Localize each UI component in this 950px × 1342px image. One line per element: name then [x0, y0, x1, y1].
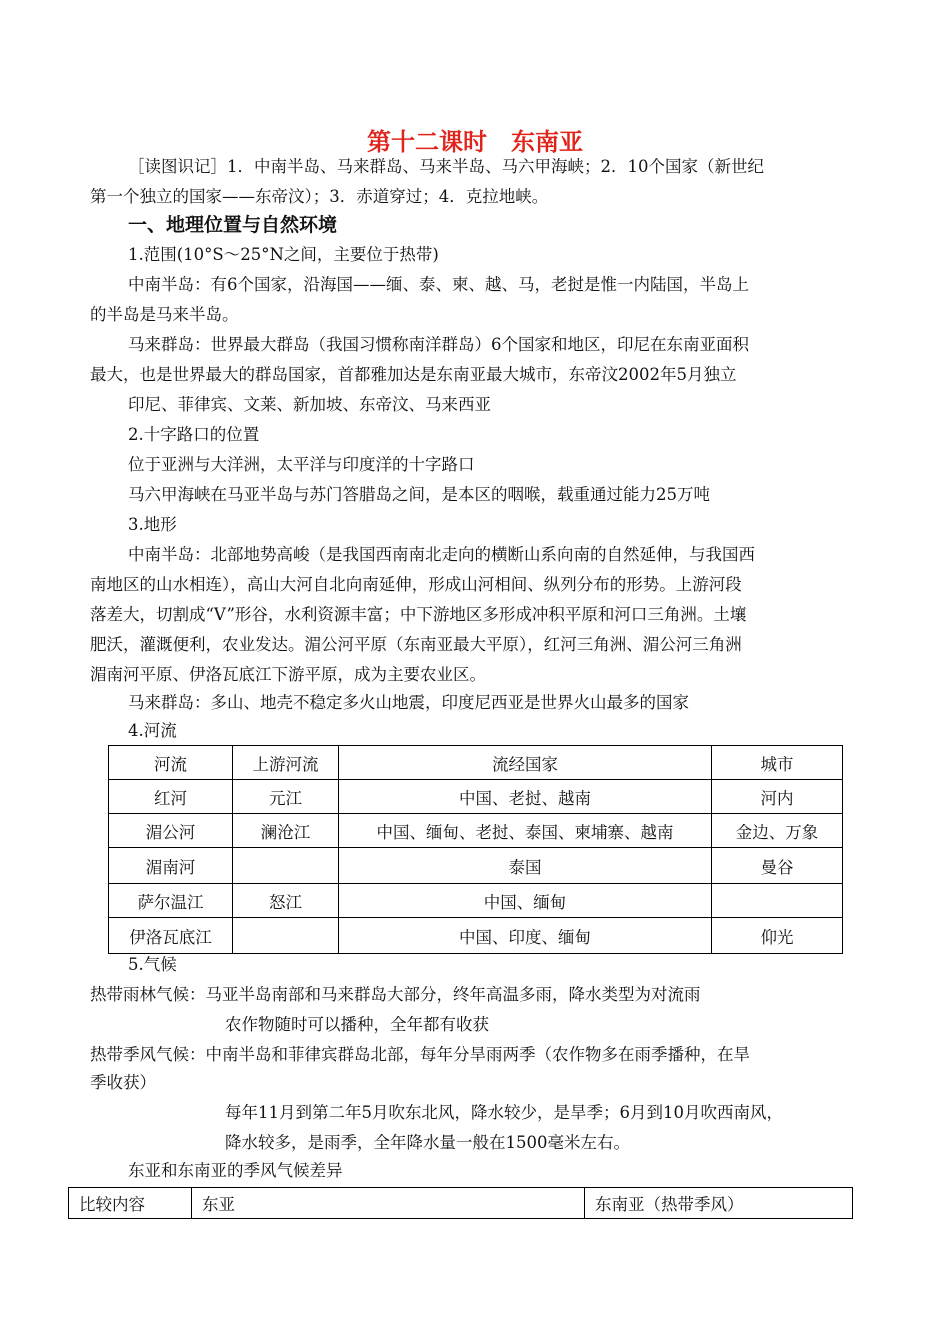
intro-line-2: 第一个独立的国家——东帝汶）；3．赤道穿过；4．克拉地峡。 [90, 187, 549, 206]
table-header-cell: 东亚 [192, 1188, 585, 1219]
section-heading: 一、地理位置与自然环境 [128, 214, 338, 236]
table-cell: 红河 [109, 780, 233, 814]
paragraph: 落差大，切割成“V”形谷，水利资源丰富；中下游地区多形成冲积平原和河口三角洲。土壤 [90, 605, 747, 624]
table-cell: 怒江 [233, 884, 339, 918]
paragraph: 马来群岛：多山、地壳不稳定多火山地震，印度尼西亚是世界火山最多的国家 [128, 693, 689, 712]
table-cell: 伊洛瓦底江 [109, 918, 233, 954]
table-header-cell: 上游河流 [233, 746, 339, 780]
table-cell: 中国、印度、缅甸 [339, 918, 712, 954]
paragraph: 肥沃，灌溉便利，农业发达。湄公河平原（东南亚最大平原），红河三角洲、湄公河三角洲 [90, 635, 742, 654]
intro-line-1: ［读图识记］1．中南半岛、马来群岛、马来半岛、马六甲海峡；2．10个国家（新世纪 [128, 157, 764, 176]
subheading: 2.十字路口的位置 [128, 425, 260, 444]
table-header-row [69, 1188, 853, 1219]
table-cell [233, 918, 339, 954]
paragraph: 热带雨林气候：马亚半岛南部和马来群岛大部分，终年高温多雨，降水类型为对流雨 [90, 985, 701, 1004]
table-row [109, 780, 843, 814]
paragraph: 季收获） [90, 1073, 156, 1092]
paragraph: 农作物随时可以播种，全年都有收获 [225, 1015, 489, 1034]
table-header-row [109, 746, 843, 780]
paragraph: 中南半岛：有6个国家，沿海国——缅、泰、柬、越、马，老挝是惟一内陆国，半岛上 [128, 275, 749, 294]
range-heading: 1.范围(10°S～25°N之间，主要位于热带) [128, 245, 439, 264]
paragraph: 南地区的山水相连），高山大河自北向南延伸，形成山河相间、纵列分布的形势。上游河段 [90, 575, 742, 594]
table-row [109, 884, 843, 918]
table-cell: 中国、缅甸、老挝、泰国、柬埔寨、越南 [339, 814, 712, 848]
paragraph: 每年11月到第二年5月吹东北风，降水较少，是旱季；6月到10月吹西南风， [225, 1103, 783, 1122]
paragraph: 马来群岛：世界最大群岛（我国习惯称南洋群岛）6个国家和地区，印尼在东南亚面积 [128, 335, 749, 354]
table-header-cell: 东南亚（热带季风） [585, 1188, 853, 1219]
table-cell: 仰光 [712, 918, 843, 954]
table-cell: 澜沧江 [233, 814, 339, 848]
paragraph: 印尼、菲律宾、文莱、新加坡、东帝汶、马来西亚 [128, 395, 491, 414]
subheading: 3.地形 [128, 515, 177, 534]
paragraph: 最大，也是世界最大的群岛国家，首都雅加达是东南亚最大城市，东帝汶2002年5月独立 [90, 365, 737, 384]
table-cell: 曼谷 [712, 848, 843, 884]
table-cell: 元江 [233, 780, 339, 814]
compare-table [68, 1187, 853, 1219]
paragraph: 东亚和东南亚的季风气候差异 [128, 1161, 343, 1180]
paragraph: 中南半岛：北部地势高峻（是我国西南南北走向的横断山系向南的自然延伸，与我国西 [128, 545, 755, 564]
table-cell: 中国、老挝、越南 [339, 780, 712, 814]
table-header-cell: 比较内容 [69, 1188, 192, 1219]
table-cell: 河内 [712, 780, 843, 814]
paragraph: 马六甲海峡在马亚半岛与苏门答腊岛之间，是本区的咽喉，载重通过能力25万吨 [128, 485, 710, 504]
river-table [108, 745, 843, 954]
paragraph: 位于亚洲与大洋洲，太平洋与印度洋的十字路口 [128, 455, 475, 474]
paragraph: 降水较多，是雨季，全年降水量一般在1500毫米左右。 [225, 1133, 630, 1152]
table-cell: 中国、缅甸 [339, 884, 712, 918]
table-cell: 湄公河 [109, 814, 233, 848]
table-cell: 湄南河 [109, 848, 233, 884]
table-row [109, 814, 843, 848]
table-header-cell: 城市 [712, 746, 843, 780]
paragraph: 的半岛是马来半岛。 [90, 305, 239, 324]
table-cell [233, 848, 339, 884]
table-header-cell: 流经国家 [339, 746, 712, 780]
paragraph: 湄南河平原、伊洛瓦底江下游平原，成为主要农业区。 [90, 665, 486, 684]
table-cell: 泰国 [339, 848, 712, 884]
paragraph: 热带季风气候：中南半岛和菲律宾群岛北部，每年分旱雨两季（农作物多在雨季播种，在旱 [90, 1045, 750, 1064]
table-header-cell: 河流 [109, 746, 233, 780]
page-title: 第十二课时 东南亚 [367, 128, 583, 156]
table-cell: 金边、万象 [712, 814, 843, 848]
table-row [109, 918, 843, 954]
subheading: 5.气候 [128, 955, 177, 974]
subheading: 4.河流 [128, 721, 177, 740]
table-cell: 萨尔温江 [109, 884, 233, 918]
table-cell [712, 884, 843, 918]
table-row [109, 848, 843, 884]
